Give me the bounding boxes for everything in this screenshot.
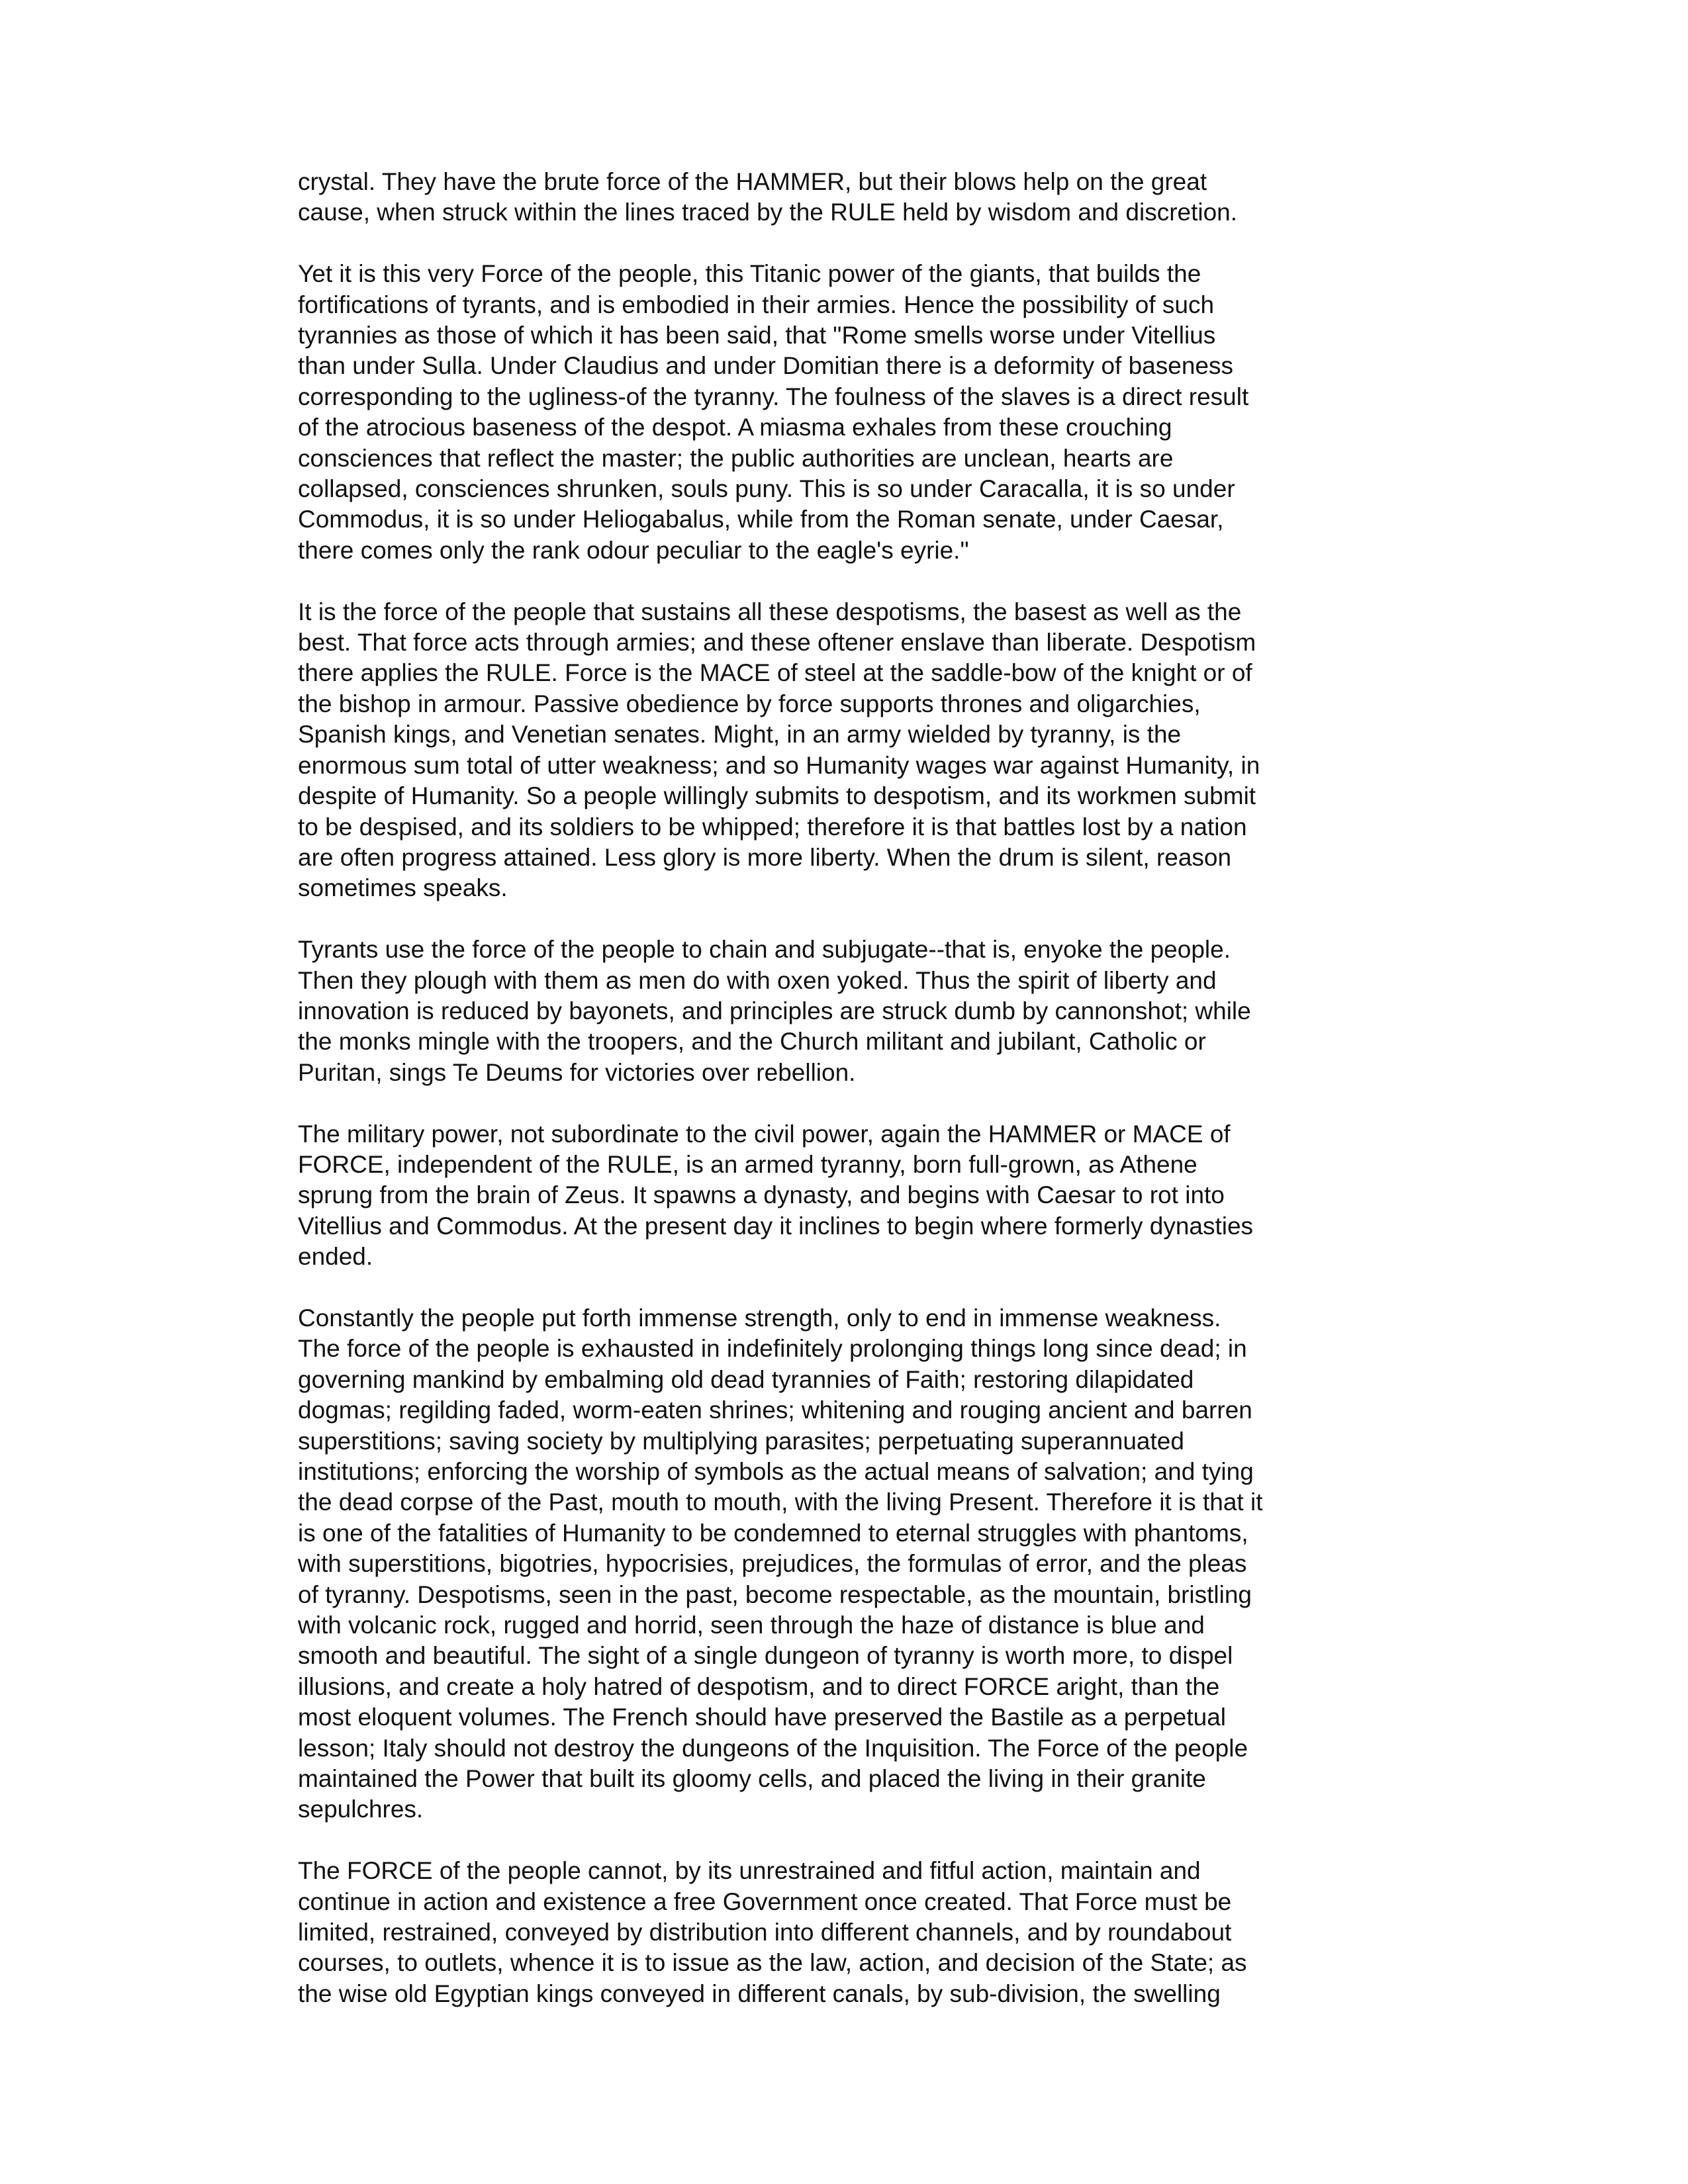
text-line: Yet it is this very Force of the people, this Titanic power of the giants, that builds the (298, 260, 1201, 288)
text-line: of the atrocious baseness of the despot. A miasma exhales from these crouching (298, 414, 1172, 441)
text-line: sometimes speaks. (298, 874, 508, 902)
text-line: The FORCE of the people cannot, by its unrestrained and fitful action, maintain and (298, 1857, 1201, 1885)
text-line: Vitellius and Commodus. At the present day it inclines to begin where formerly dynasties (298, 1212, 1254, 1240)
text-line: fortifications of tyrants, and is embodied in their armies. Hence the possibility of such (298, 291, 1215, 318)
text-line: corresponding to the ugliness-of the tyranny. The foulness of the slaves is a direct result (298, 383, 1249, 410)
paragraph (298, 259, 1397, 566)
text-line: there applies the RULE. Force is the MACE of steel at the saddle-bow of the knight or of (298, 659, 1252, 687)
text-line: of tyranny. Despotisms, seen in the past, become respectable, as the mountain, bristling (298, 1580, 1252, 1608)
paragraph (298, 1303, 1397, 1825)
text-line: cause, when struck within the lines traced by the RULE held by wisdom and discretion. (298, 199, 1238, 226)
text-line: Commodus, it is so under Heliogabalus, while from the Roman senate, under Caesar, (298, 506, 1224, 533)
text-line: courses, to outlets, whence it is to issue as the law, action, and decision of the State; as (298, 1949, 1247, 1977)
text-line: limited, restrained, conveyed by distribution into different channels, and by roundabout (298, 1919, 1232, 1946)
text-line: there comes only the rank odour peculiar to the eagle's eyrie." (298, 536, 969, 564)
paragraph (298, 1856, 1397, 2009)
text-line: The military power, not subordinate to the civil power, again the HAMMER or MACE of (298, 1120, 1231, 1148)
text-line: ended. (298, 1243, 373, 1271)
text-line: to be despised, and its soldiers to be whipped; therefore it is that battles lost by a nation (298, 813, 1247, 841)
text-line: despite of Humanity. So a people willingly submits to despotism, and its workmen submit (298, 782, 1256, 810)
text-line: best. That force acts through armies; and these oftener enslave than liberate. Despotism (298, 629, 1256, 657)
text-line: the wise old Egyptian kings conveyed in different canals, by sub-division, the swelling (298, 1979, 1221, 2007)
text-line: Tyrants use the force of the people to chain and subjugate--that is, enyoke the people. (298, 936, 1231, 964)
paragraph (298, 167, 1397, 228)
text-line: innovation is reduced by bayonets, and principles are struck dumb by cannonshot; while (298, 997, 1251, 1024)
text-line: lesson; Italy should not destroy the dungeons of the Inquisition. The Force of the people (298, 1734, 1248, 1762)
body-text (298, 167, 1397, 2040)
text-line: The force of the people is exhausted in indefinitely prolonging things long since dead; in (298, 1335, 1247, 1363)
text-line: with volcanic rock, rugged and horrid, seen through the haze of distance is blue and (298, 1612, 1205, 1639)
text-line: collapsed, consciences shrunken, souls puny. This is so under Caracalla, it is so under (298, 475, 1235, 503)
text-line: institutions; enforcing the worship of symbols as the actual means of salvation; and tying (298, 1457, 1254, 1485)
text-line: most eloquent volumes. The French should have preserved the Bastile as a perpetual (298, 1704, 1227, 1731)
text-line: Spanish kings, and Venetian senates. Might, in an army wielded by tyranny, is the (298, 721, 1182, 749)
text-line: sprung from the brain of Zeus. It spawns a dynasty, and begins with Caesar to rot into (298, 1181, 1225, 1209)
text-line: maintained the Power that built its gloomy cells, and placed the living in their granite (298, 1765, 1206, 1793)
text-line: sepulchres. (298, 1796, 424, 1823)
text-line: than under Sulla. Under Claudius and under Domitian there is a deformity of baseness (298, 352, 1233, 380)
text-line: superstitions; saving society by multiplying parasites; perpetuating superannuated (298, 1427, 1184, 1455)
text-line: are often progress attained. Less glory is more liberty. When the drum is silent, reason (298, 843, 1232, 871)
text-line: dogmas; regilding faded, worm-eaten shrines; whitening and rouging ancient and barren (298, 1396, 1252, 1424)
text-line: It is the force of the people that sustains all these despotisms, the basest as well as the (298, 598, 1242, 625)
text-line: continue in action and existence a free Government once created. That Force must be (298, 1888, 1232, 1915)
text-line: Then they plough with them as men do with oxen yoked. Thus the spirit of liberty and (298, 966, 1217, 994)
text-line: is one of the fatalities of Humanity to be condemned to eternal struggles with phantoms, (298, 1519, 1248, 1547)
text-line: tyrannies as those of which it has been said, that "Rome smells worse under Vitellius (298, 322, 1216, 349)
paragraph (298, 934, 1397, 1088)
text-line: the dead corpse of the Past, mouth to mouth, with the living Present. Therefore it is that it (298, 1488, 1263, 1516)
text-line: consciences that reflect the master; the public authorities are unclean, hearts are (298, 444, 1174, 472)
text-line: enormous sum total of utter weakness; and so Humanity wages war against Humanity, in (298, 751, 1260, 779)
text-line: crystal. They have the brute force of the HAMMER, but their blows help on the great (298, 168, 1207, 195)
paragraph (298, 597, 1397, 904)
text-line: Puritan, sings Te Deums for victories over rebellion. (298, 1058, 856, 1086)
text-line: illusions, and create a holy hatred of despotism, and to direct FORCE aright, than the (298, 1672, 1220, 1700)
text-line: smooth and beautiful. The sight of a single dungeon of tyranny is worth more, to dispel (298, 1642, 1233, 1670)
text-line: Constantly the people put forth immense strength, only to end in immense weakness. (298, 1304, 1221, 1332)
paragraph (298, 1119, 1397, 1273)
text-line: with superstitions, bigotries, hypocrisies, prejudices, the formulas of error, and the pleas (298, 1550, 1247, 1578)
text-line: the monks mingle with the troopers, and the Church militant and jubilant, Catholic or (298, 1028, 1206, 1056)
text-line: governing mankind by embalming old dead tyrannies of Faith; restoring dilapidated (298, 1365, 1194, 1393)
text-line: the bishop in armour. Passive obedience by force supports thrones and oligarchies, (298, 690, 1201, 717)
text-line: FORCE, independent of the RULE, is an armed tyranny, born full-grown, as Athene (298, 1150, 1197, 1178)
